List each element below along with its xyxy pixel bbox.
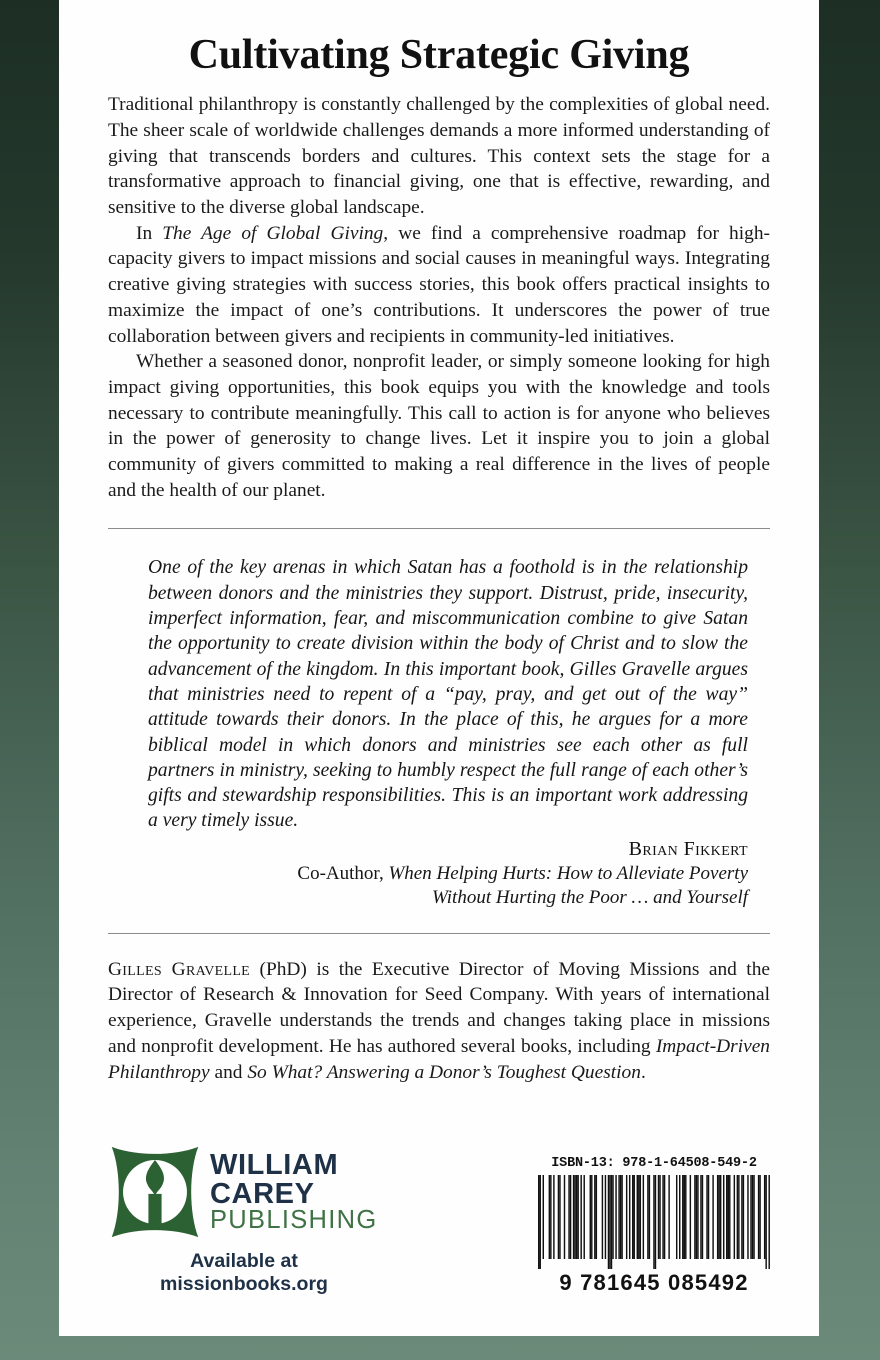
divider-above-endorsement — [108, 528, 770, 529]
barcode-digits: 9 781645 085492 — [559, 1270, 749, 1295]
author-bio — [108, 957, 770, 1086]
endorser-role-line-2 — [148, 886, 748, 911]
author-book-title-1: Impact-Driven Philanthropy — [108, 1035, 770, 1083]
publisher-logo-row — [108, 1143, 428, 1241]
author-name: Gilles Gravelle — [108, 958, 251, 980]
endorsement-block — [108, 555, 770, 910]
publisher-website-tagline[interactable]: Available at missionbooks.org — [160, 1250, 328, 1295]
description-paragraph-3 — [108, 349, 770, 503]
william-carey-candle-icon — [108, 1143, 202, 1241]
description-text: Whether a seasoned donor, nonprofit leader, or simply someone looking for high impact giving opportunities, this book equips you with the knowledge and tools necessary to contribute meaningfully. This call to action is for anyone who believes in the power of generosity to change lives. Let it inspire you to join a global community of givers committed to making a real difference in the lives of people and the health of our planet. — [108, 351, 770, 501]
description-paragraph-2 — [108, 221, 770, 350]
divider-above-bio — [108, 933, 770, 934]
publisher-name-line-1: WILLIAM — [210, 1149, 339, 1182]
author-bio-text: . — [640, 1061, 646, 1083]
cover-paper-panel — [59, 0, 819, 1336]
publisher-logo-block — [108, 1143, 428, 1296]
publisher-wordmark — [210, 1151, 377, 1233]
barcode-image — [538, 1175, 770, 1269]
author-book-title-2: So What? Answering a Donor’s Toughest Question — [247, 1061, 641, 1083]
endorser-role-line-1 — [148, 862, 748, 887]
endorsement-quote: One of the key arenas in which Satan has a foothold is in the relationship between donors and the ministries they support. Distrust, pride, insecurity, imperfect information, fear, and miscommunication combine to give Satan the opportunity to create division within the body of Christ and to slow the advancement of the kingdom. In this important book, Gilles Gravelle argues that ministries need to repent of a “pay, pray, and get out of the way” attitude towards their donors. In the place of this, he argues for a more biblical model in which donors and ministries see each other as full partners in ministry, seeking to humbly respect the full range of each other’s gifts and stewardship responsibilities. This is an important work addressing a very timely issue. — [148, 557, 748, 832]
barcode-block — [538, 1156, 770, 1296]
publisher-name-line-2: CAREY — [210, 1177, 315, 1210]
description-text: Traditional philanthropy is constantly challenged by the complexities of global need. The sheer scale of worldwide challenges demands a more informed understanding of giving that transcends borders and cultures. This context sets the stage for a transformative approach to financial giving, one that is effective, rewarding, and sensitive to the diverse global landscape. — [108, 94, 770, 218]
author-bio-text: and — [209, 1061, 248, 1083]
endorser-role-prefix: Co-Author, — [297, 862, 389, 884]
endorsement-attribution — [148, 836, 748, 911]
endorser-work-title-part-1: When Helping Hurts: How to Alleviate Poverty — [388, 862, 748, 884]
endorser-name: Brian Fikkert — [628, 837, 748, 860]
page-title: Cultivating Strategic Giving — [188, 32, 690, 78]
description-text: In — [136, 222, 163, 244]
author-bio-text: (PhD) is the Executive Director of Moving Missions and the Director of Research & Innovation for Seed Company. With years of international experience, Gravelle understands the trends and changes taking place in missions and nonprofit development. He has authored several books, including — [108, 958, 770, 1057]
description-text: , we find a comprehensive roadmap for high-capacity givers to impact missions and social causes in meaningful ways. Integrating creative giving strategies with success stories, this book offers practical insights to maximize the impact of one’s contributions. It underscores the power of true collaboration between givers and recipients in community-led initiatives. — [108, 222, 770, 347]
publisher-name-line-3: PUBLISHING — [210, 1205, 378, 1234]
description-block — [108, 92, 770, 503]
description-paragraph-1 — [108, 92, 770, 221]
endorser-work-title-part-2: Without Hurting the Poor … and Yourself — [432, 887, 748, 909]
book-title-italic: The Age of Global Giving — [162, 222, 384, 244]
isbn-label: ISBN-13: 978-1-64508-549-2 — [551, 1156, 757, 1171]
cover-footer — [108, 1121, 770, 1296]
